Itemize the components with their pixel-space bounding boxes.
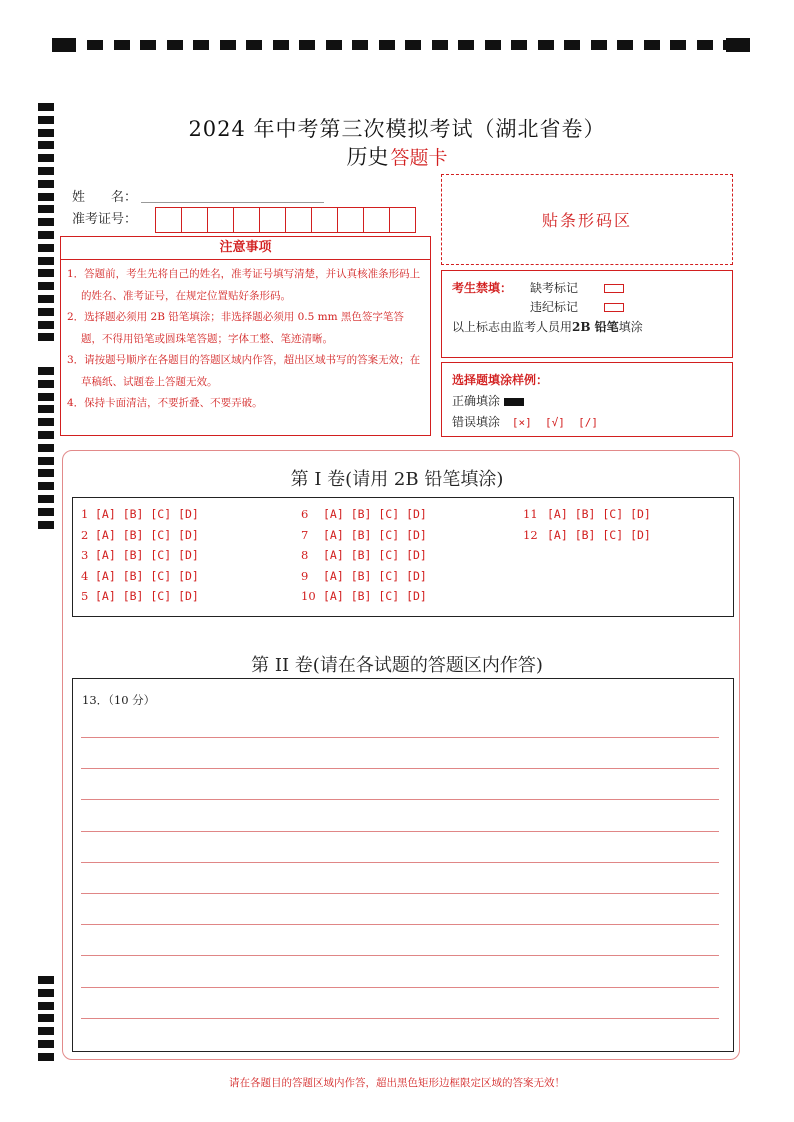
correct-fill-row (452, 392, 524, 409)
timing-mark (617, 40, 633, 50)
notice-list (67, 264, 424, 415)
mc-question-number: 6 (301, 507, 309, 521)
side-timing-mark (38, 282, 54, 290)
side-timing-mark (38, 457, 54, 465)
timing-mark (114, 40, 130, 50)
side-timing-mark (38, 444, 54, 452)
side-timing-mark (38, 244, 54, 252)
exam-id-boxes (155, 207, 415, 233)
section2-title: 第 II 卷(请在各试题的答题区内作答) (251, 655, 543, 676)
fill-sample-box (441, 362, 733, 437)
side-timing-mark (38, 418, 54, 426)
wrong-fill-samples: [×] [√] [/] (511, 416, 598, 429)
side-timing-mark (38, 180, 54, 188)
side-timing-mark (38, 295, 54, 303)
side-timing-mark (38, 393, 54, 401)
timing-mark (193, 40, 209, 50)
wrong-fill-label: 错误填涂 (452, 415, 501, 429)
side-timing-mark (38, 367, 54, 375)
violation-mark-label: 违纪标记 (530, 300, 579, 314)
answer-line (81, 862, 719, 863)
timing-mark (220, 40, 236, 50)
mc-question-11[interactable] (523, 507, 651, 521)
mc-options[interactable]: [A] [B] [C] [D] (323, 507, 427, 521)
exam-id-digit-box[interactable] (285, 207, 312, 233)
exam-marks-note (452, 318, 643, 335)
mc-question-number: 7 (301, 527, 309, 542)
mc-question-7[interactable] (301, 528, 427, 542)
subject-title (0, 141, 794, 171)
mc-question-number: 11 (523, 507, 538, 521)
exam-id-digit-box[interactable] (363, 207, 390, 233)
timing-mark (299, 40, 315, 50)
side-timing-mark (38, 205, 54, 213)
mc-question-number: 3 (81, 548, 89, 562)
notice-item: 2．选择题必须用 2B 铅笔填涂；非选择题必须用 0.5 mm 黑色签字笔答题，不得用铅笔或圆珠笔答题；字体工整、笔迹清晰。 (67, 311, 404, 345)
notice-item: 1．答题前，考生先将自己的姓名，准考证号填写清楚，并认真核准条形码上的姓名、准考证号，在规定位置贴好条形码。 (67, 268, 421, 302)
side-timing-mark (38, 231, 54, 239)
side-timing-mark (38, 989, 54, 997)
mc-question-10[interactable] (301, 589, 427, 603)
side-timing-mark (38, 1002, 54, 1010)
side-timing-mark (38, 521, 54, 529)
question-13-label: 13．（10 分） (82, 693, 156, 707)
answer-line (81, 924, 719, 925)
timing-mark (405, 40, 421, 50)
violation-mark-box[interactable] (604, 303, 624, 312)
exam-id-digit-box[interactable] (233, 207, 260, 233)
timing-mark (432, 40, 448, 50)
absent-mark-box[interactable] (604, 284, 624, 293)
timing-mark (140, 40, 156, 50)
side-timing-mark (38, 405, 54, 413)
top-timing-marks (52, 38, 750, 52)
notice-item: 4．保持卡面清洁，不要折叠、不要弄破。 (67, 397, 263, 409)
note-suffix: 填涂 (618, 320, 643, 334)
mc-options[interactable]: [A] [B] [C] [D] (95, 568, 199, 583)
side-timing-mark (38, 431, 54, 439)
question-13-answer-box[interactable] (72, 678, 734, 1052)
mc-options[interactable]: [A] [B] [C] [D] (547, 507, 651, 521)
answer-line (81, 987, 719, 988)
mc-question-2[interactable] (81, 528, 199, 542)
timing-mark (485, 40, 501, 50)
side-timing-mark (38, 1027, 54, 1035)
absent-mark-row (530, 279, 624, 296)
side-timing-mark (38, 380, 54, 388)
answer-line (81, 1018, 719, 1019)
answer-line (81, 799, 719, 800)
mc-question-number: 4 (81, 568, 89, 583)
timing-mark (670, 40, 686, 50)
exam-id-digit-box[interactable] (181, 207, 208, 233)
exam-id-digit-box[interactable] (259, 207, 286, 233)
mc-question-6[interactable] (301, 507, 427, 521)
answer-line (81, 831, 719, 832)
notice-item: 3．请按题号顺序在各题目的答题区域内作答，超出区域书写的答案无效；在草稿纸、试题卷上答题无效。 (67, 354, 421, 388)
side-timing-mark (38, 218, 54, 226)
multiple-choice-box (72, 497, 734, 617)
timing-mark-start (52, 38, 76, 52)
answer-line (81, 955, 719, 956)
timing-mark (591, 40, 607, 50)
exam-id-digit-box[interactable] (155, 207, 182, 233)
side-timing-mark (38, 976, 54, 984)
name-field[interactable] (141, 202, 324, 203)
side-timing-mark (38, 193, 54, 201)
mc-options[interactable]: [A] [B] [C] [D] (95, 507, 199, 521)
answer-line (81, 737, 719, 738)
notice-title: 注意事项 (61, 237, 430, 260)
fill-sample-title: 选择题填涂样例： (452, 373, 549, 387)
mc-question-number: 12 (523, 527, 538, 542)
side-timing-mark (38, 103, 54, 111)
timing-mark (326, 40, 342, 50)
mc-question-number: 10 (301, 589, 316, 603)
mc-options[interactable]: [A] [B] [C] [D] (547, 527, 651, 542)
timing-mark (538, 40, 554, 50)
mc-question-number: 8 (301, 548, 309, 562)
exam-id-digit-box[interactable] (389, 207, 416, 233)
timing-mark (697, 40, 713, 50)
side-timing-mark (38, 257, 54, 265)
note-prefix: 以上标志由监考人员用 (452, 320, 573, 334)
mc-question-number: 9 (301, 568, 309, 583)
timing-mark (564, 40, 580, 50)
mc-question-5[interactable] (81, 589, 199, 603)
timing-mark (352, 40, 368, 50)
exam-marks-box (441, 270, 733, 358)
mc-question-4[interactable] (81, 569, 199, 583)
barcode-area-label: 贴条形码区 (541, 211, 632, 230)
exam-id-digit-box[interactable] (207, 207, 234, 233)
mc-options[interactable]: [A] [B] [C] [D] (323, 589, 427, 603)
violation-mark-row (530, 298, 624, 315)
side-timing-mark (38, 308, 54, 316)
mc-question-number: 5 (81, 589, 89, 603)
side-timing-mark (38, 508, 54, 516)
barcode-area[interactable] (441, 174, 733, 265)
timing-mark (644, 40, 660, 50)
mc-question-number: 1 (81, 507, 89, 521)
section1-title: 第 I 卷(请用 2B 铅笔填涂) (290, 469, 504, 490)
id-label: 准考证号： (72, 212, 138, 227)
absent-mark-label: 缺考标记 (530, 281, 579, 295)
side-timing-mark (38, 1040, 54, 1048)
side-timing-mark (38, 1053, 54, 1061)
mc-options[interactable]: [A] [B] [C] [D] (323, 548, 427, 562)
mc-options[interactable]: [A] [B] [C] [D] (95, 527, 199, 542)
timing-mark (379, 40, 395, 50)
timing-mark (167, 40, 183, 50)
timing-mark (273, 40, 289, 50)
exam-marks-label: 考生禁填： (452, 281, 513, 295)
timing-mark (511, 40, 527, 50)
note-bold: 2B 铅笔 (572, 320, 619, 334)
mc-question-number: 2 (81, 527, 89, 542)
timing-mark (458, 40, 474, 50)
timing-mark (87, 40, 103, 50)
mc-options[interactable]: [A] [B] [C] [D] (323, 568, 427, 583)
mc-options[interactable]: [A] [B] [C] [D] (95, 589, 199, 603)
name-label: 姓 名： (72, 190, 138, 205)
answer-line (81, 893, 719, 894)
exam-id-digit-box[interactable] (311, 207, 338, 233)
subject-name: 历史 (346, 145, 389, 169)
mc-question-1[interactable] (81, 507, 199, 521)
mc-question-8[interactable] (301, 548, 427, 562)
answer-line (81, 768, 719, 769)
mc-options[interactable]: [A] [B] [C] [D] (95, 548, 199, 562)
timing-mark (246, 40, 262, 50)
notice-box (60, 236, 431, 436)
mc-question-3[interactable] (81, 548, 199, 562)
side-timing-mark (38, 1014, 54, 1022)
mc-options[interactable]: [A] [B] [C] [D] (323, 527, 427, 542)
side-timing-mark (38, 495, 54, 503)
exam-title: 2024 年中考第三次模拟考试（湖北省卷） (188, 117, 606, 141)
side-timing-mark (38, 269, 54, 277)
side-timing-mark (38, 321, 54, 329)
footer-warning: 请在各题目的答题区域内作答，超出黑色矩形边框限定区域的答案无效！ (229, 1077, 565, 1089)
side-timing-mark (38, 333, 54, 341)
correct-fill-label: 正确填涂 (452, 394, 501, 408)
timing-mark (723, 40, 739, 50)
correct-fill-sample (504, 398, 524, 406)
mc-question-9[interactable] (301, 569, 427, 583)
exam-id-digit-box[interactable] (337, 207, 364, 233)
wrong-fill-row (452, 413, 598, 430)
mc-question-12[interactable] (523, 528, 651, 542)
answer-card-label: 答题卡 (390, 147, 448, 169)
